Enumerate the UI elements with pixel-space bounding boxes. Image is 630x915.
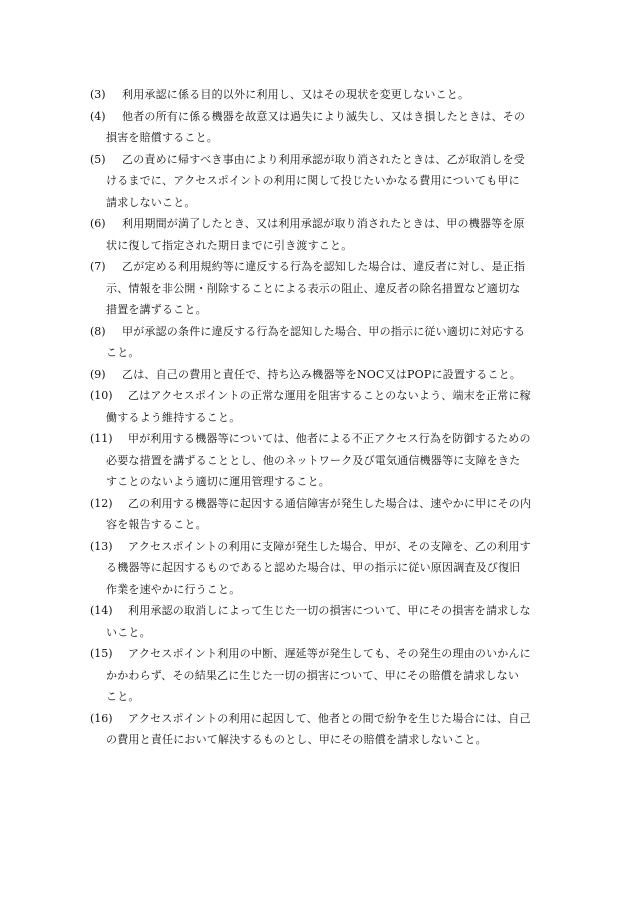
item-number: (11) <box>90 432 113 445</box>
item-text <box>122 364 552 386</box>
item-line: 乙はアクセスポイントの正常な運用を阻害することのないよう、端末を正常に稼 <box>128 389 531 402</box>
item-number: (5) <box>90 152 106 166</box>
item-text <box>106 149 552 214</box>
item-line: 必要な措置を講ずることとし、他のネットワーク及び電気通信機器等に支障をきた <box>106 453 521 467</box>
item-text <box>106 256 552 321</box>
list-item <box>90 600 552 643</box>
list-item <box>90 321 552 364</box>
item-number: (10) <box>90 389 113 402</box>
item-text <box>106 536 552 601</box>
list-item <box>90 213 552 256</box>
item-text <box>106 321 552 364</box>
item-line: アクセスポイント利用の中断、遅延等が発生しても、その発生の理由のいかんに <box>128 647 531 660</box>
item-number: (15) <box>90 647 113 660</box>
item-line: 措置を講ずること。 <box>106 303 207 316</box>
item-line: 乙の責めに帰すべき事由により利用承認が取り消されたときは、乙が取消しを受 <box>122 152 525 166</box>
item-text <box>122 84 552 106</box>
item-line: こと。 <box>106 690 140 703</box>
list-item <box>90 708 552 751</box>
item-text <box>106 428 552 493</box>
item-line: 利用承認に係る目的以外に利用し、又はその現状を変更しないこと。 <box>122 88 470 101</box>
item-line: る機器等に起因するものであると認めた場合は、甲の指示に従い原因調査及び復旧 <box>106 561 521 574</box>
list-item <box>90 428 552 493</box>
item-number: (8) <box>90 324 106 338</box>
list-item <box>90 256 552 321</box>
item-number: (7) <box>90 260 106 273</box>
item-line: 甲が利用する機器等については、他者による不正アクセス行為を防御するための <box>128 432 531 445</box>
item-line: 利用承認の取消しによって生じた一切の損害について、甲にその損害を請求しな <box>128 604 531 617</box>
item-line: こと。 <box>106 346 140 359</box>
item-text <box>106 385 552 428</box>
item-text <box>106 643 552 708</box>
list-item <box>90 385 552 428</box>
item-text <box>106 493 552 536</box>
item-number: (6) <box>90 217 106 230</box>
list-item <box>90 493 552 536</box>
item-line: アクセスポイントの利用に支障が発生した場合、甲が、その支障を、乙の利用す <box>128 539 531 553</box>
item-text <box>106 600 552 643</box>
item-line: けるまでに、アクセスポイントの利用に関して投じたいかなる費用についても甲に <box>106 174 520 187</box>
item-line: 請求しないこと。 <box>106 195 196 209</box>
list-item <box>90 106 552 149</box>
item-number: (16) <box>90 711 113 725</box>
list-item <box>90 84 552 106</box>
item-text <box>106 708 552 751</box>
item-line: 容を報告すること。 <box>106 518 207 531</box>
item-number: (3) <box>90 88 106 101</box>
item-line: いこと。 <box>106 625 151 639</box>
item-line: 働するよう維持すること。 <box>106 410 241 424</box>
list-item <box>90 149 552 214</box>
item-line: 損害を賠償すること。 <box>106 131 218 144</box>
item-line: かかわらず、その結果乙に生じた一切の損害について、甲にその賠償を請求しない <box>106 668 520 682</box>
item-line: 示、情報を非公開・削除することによる表示の阻止、違反者の除名措置など適切な <box>106 281 521 295</box>
item-line: 乙が定める利用規約等に違反する行為を認知した場合は、違反者に対し、是正指 <box>122 260 526 273</box>
list-item <box>90 643 552 708</box>
list-item <box>90 364 552 386</box>
item-number: (14) <box>90 604 113 617</box>
item-line: アクセスポイントの利用に起因して、他者との間で紛争を生じた場合には、自己 <box>128 711 531 725</box>
item-line: 状に復して指定された期日までに引き渡すこと。 <box>106 238 353 252</box>
item-line: 他者の所有に係る機器を故意又は過失により滅失し、又はき損したときは、その <box>122 109 526 123</box>
list-item <box>90 536 552 601</box>
item-text <box>106 213 552 256</box>
item-line: 利用期間が満了したとき、又は利用承認が取り消されたときは、甲の機器等を原 <box>122 217 525 230</box>
item-line: 乙の利用する機器等に起因する通信障害が発生した場合は、速やかに甲にその内 <box>128 496 532 510</box>
item-number: (12) <box>90 496 113 510</box>
item-number: (4) <box>90 109 106 123</box>
item-text <box>106 106 552 149</box>
item-number: (9) <box>90 367 106 381</box>
item-line: 作業を速やかに行うこと。 <box>106 582 241 596</box>
item-line: すことのないよう適切に運用管理すること。 <box>106 475 330 488</box>
item-number: (13) <box>90 539 113 553</box>
item-line: 甲が承認の条件に違反する行為を認知した場合、甲の指示に従い適切に対応する <box>122 324 526 338</box>
item-line: 乙は、自己の費用と責任で、持ち込み機器等をNOC又はPOPに設置すること。 <box>122 367 522 381</box>
item-line: の費用と責任において解決するものとし、甲にその賠償を請求しないこと。 <box>106 733 487 746</box>
clause-list <box>90 84 552 751</box>
